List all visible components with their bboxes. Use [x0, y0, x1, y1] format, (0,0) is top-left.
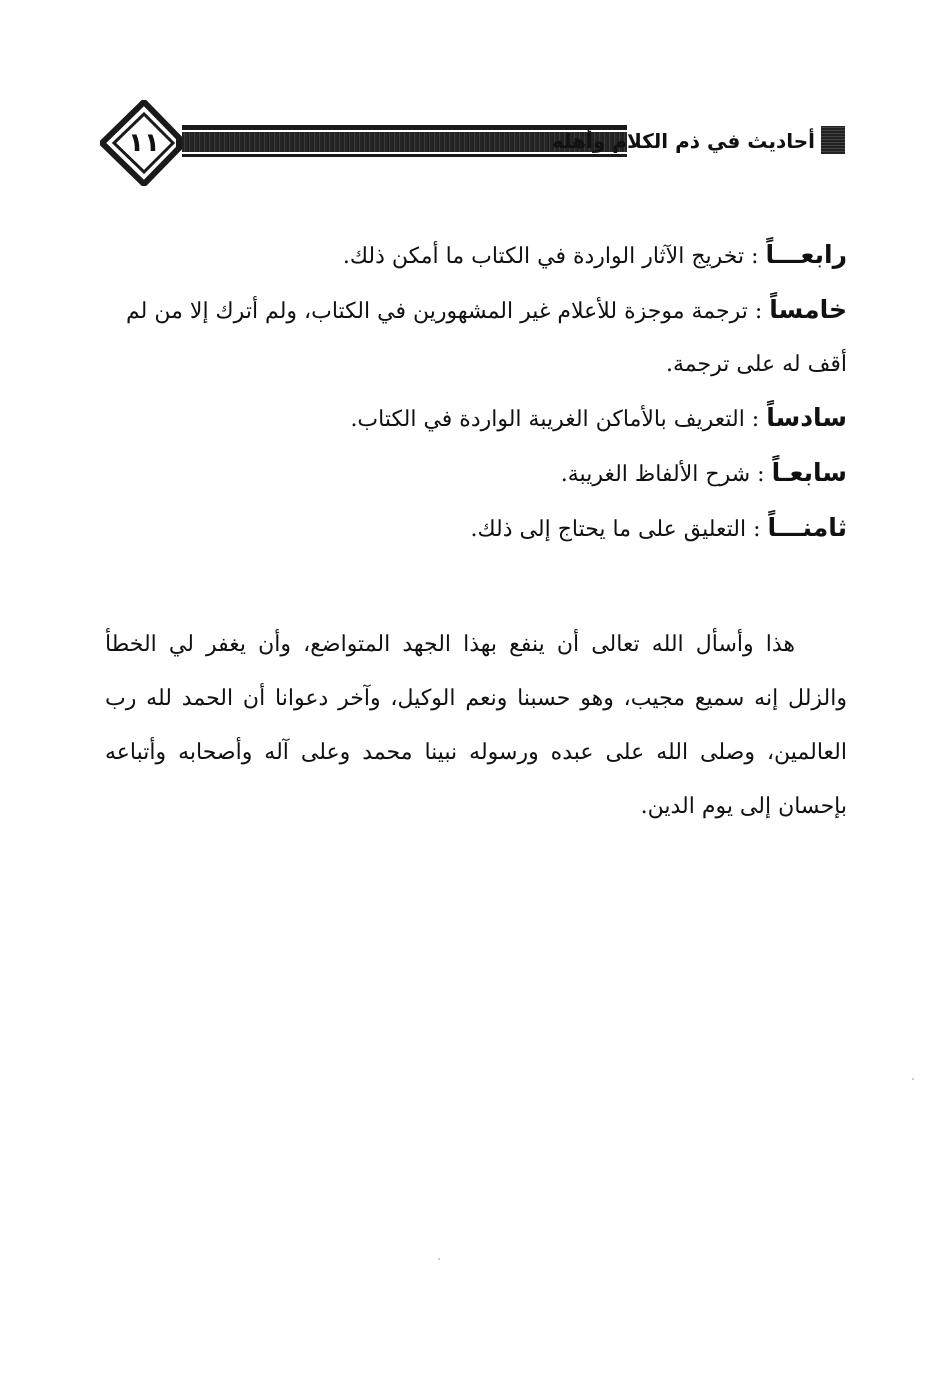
item-text: : شرح الألفاظ الغريبة. — [560, 462, 772, 487]
running-title: أحاديث في ذم الكلام وأهله — [551, 129, 815, 153]
list-item — [105, 228, 847, 283]
item-text: : تخريج الآثار الواردة في الكتاب ما أمكن ذلك. — [342, 244, 766, 269]
item-text: : ترجمة موجزة للأعلام غير المشهورين في الكتاب، ولم أترك إلا من لم أقف له على ترجمة. — [126, 299, 847, 377]
closing-paragraph: هذا وأسأل الله تعالى أن ينفع بهذا الجهد المتواضع، وأن يغفر لي الخطأ والزلل إنه سميع مجيب، وهو حسبنا ونعم الوكيل، وآخر دعوانا أن الحمد لله رب العالمين، وصلى الله على عبده ورسوله نبينا محمد وعلى آله وأصحابه وأتباعه بإحسان إلى يوم الدين. — [105, 632, 847, 819]
header-end-block — [821, 126, 845, 154]
item-text: : التعريف بالأماكن الغريبة الواردة في الكتاب. — [350, 407, 767, 432]
list-item — [105, 283, 847, 391]
list-item — [105, 446, 847, 501]
numbered-items — [105, 228, 847, 556]
item-label: ثامنـــاً — [767, 513, 847, 542]
scan-speck — [438, 1258, 440, 1260]
item-label: سادساً — [766, 403, 847, 432]
item-label: رابعـــاً — [765, 240, 847, 269]
item-text: : التعليق على ما يحتاج إلى ذلك. — [470, 517, 768, 542]
page-number: ١١ — [128, 128, 160, 158]
item-label: خامساً — [769, 295, 847, 324]
list-item — [105, 391, 847, 446]
page-header — [100, 100, 845, 186]
list-item — [105, 501, 847, 556]
item-label: سابعـاً — [771, 458, 847, 487]
scan-speck — [912, 1078, 914, 1080]
